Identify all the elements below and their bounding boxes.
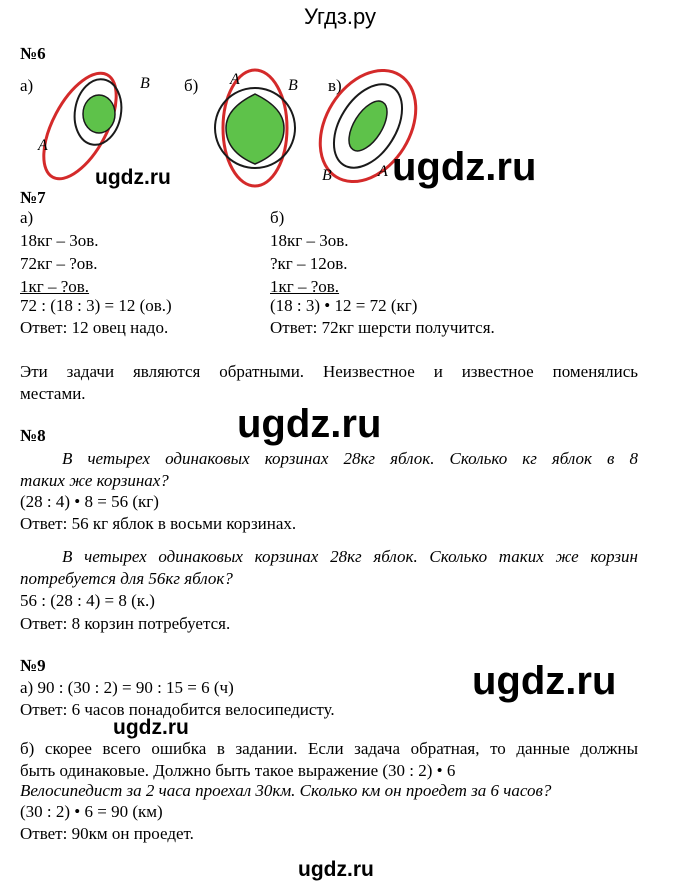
fig-a-set2-label: A [38,137,48,154]
fig-b-label: б) [184,76,199,95]
site-title: Угдз.ру [303,4,377,29]
fig-b-set1-label: A [230,71,240,88]
venn-diagram-b [200,62,310,190]
fig-a-set1-label: B [140,75,150,92]
task7-a-line: 18кг – 3ов. [20,231,99,250]
task7-b-line: 1кг – ?ов. [270,277,340,296]
task7-b-line: ?кг – 12ов. [270,254,348,273]
task7-b-line: 18кг – 3ов. [270,231,349,250]
task9-b-answer: Ответ: 90км он проедет. [20,824,194,843]
task8-answer1: Ответ: 56 кг яблок в восьми корзинах. [20,514,297,533]
task8-problem2: В четырех одинаковых корзинах 28кг яблок. Сколько таких же корзин [62,547,638,566]
watermark: ugdz.ru [392,145,537,189]
task9-b-text: быть одинаковые. Должно быть такое выражение (30 : 2) • 6 [20,761,456,780]
task9-a-solution: а) 90 : (30 : 2) = 90 : 15 = 6 (ч) [20,678,234,697]
task9-a-answer: Ответ: 6 часов понадобится велосипедисту. [20,700,335,719]
task7-b-answer: Ответ: 72кг шерсти получится. [270,318,495,337]
task8-number: №8 [20,426,46,445]
task9-b-text: б) скорее всего ошибка в задании. Если задача обратная, то данные должны [20,739,638,758]
task7-conclusion: местами. [20,384,86,403]
watermark: ugdz.ru [472,659,617,703]
task7-a-answer: Ответ: 12 овец надо. [20,318,169,337]
watermark: ugdz.ru [298,858,374,881]
watermark: ugdz.ru [237,402,382,446]
fig-v-label: в) [328,76,342,95]
task7-a-label: а) [20,208,34,227]
task8-solution2: 56 : (28 : 4) = 8 (к.) [20,591,155,610]
task8-answer2: Ответ: 8 корзин потребуется. [20,614,231,633]
fig-v-set1-label: B [322,167,332,184]
task7-b-label: б) [270,208,285,227]
fig-a-label: а) [20,76,34,95]
task8-problem1: таких же корзинах? [20,471,169,490]
task8-problem2: потребуется для 56кг яблок? [20,569,233,588]
task9-b-problem: Велосипедист за 2 часа проехал 30км. Сколько км он проедет за 6 часов? [20,781,552,800]
watermark: ugdz.ru [113,716,189,739]
task7-a-line: 1кг – ?ов. [20,277,90,296]
task7-number: №7 [20,188,46,207]
task7-conclusion: Эти задачи являются обратными. Неизвестное и известное поменялись [20,362,638,381]
task6-number: №6 [20,44,46,63]
fig-v-set2-label: A [378,163,388,180]
task9-number: №9 [20,656,46,675]
task7-a-line: 72кг – ?ов. [20,254,98,273]
task8-problem1: В четырех одинаковых корзинах 28кг яблок. Сколько кг яблок в 8 [62,449,638,468]
watermark: ugdz.ru [95,166,171,189]
task9-b-solution: (30 : 2) • 6 = 90 (км) [20,802,163,821]
task7-a-solution: 72 : (18 : 3) = 12 (ов.) [20,296,172,315]
task8-solution1: (28 : 4) • 8 = 56 (кг) [20,492,159,511]
fig-b-set2-label: B [288,77,298,94]
task7-b-solution: (18 : 3) • 12 = 72 (кг) [270,296,418,315]
